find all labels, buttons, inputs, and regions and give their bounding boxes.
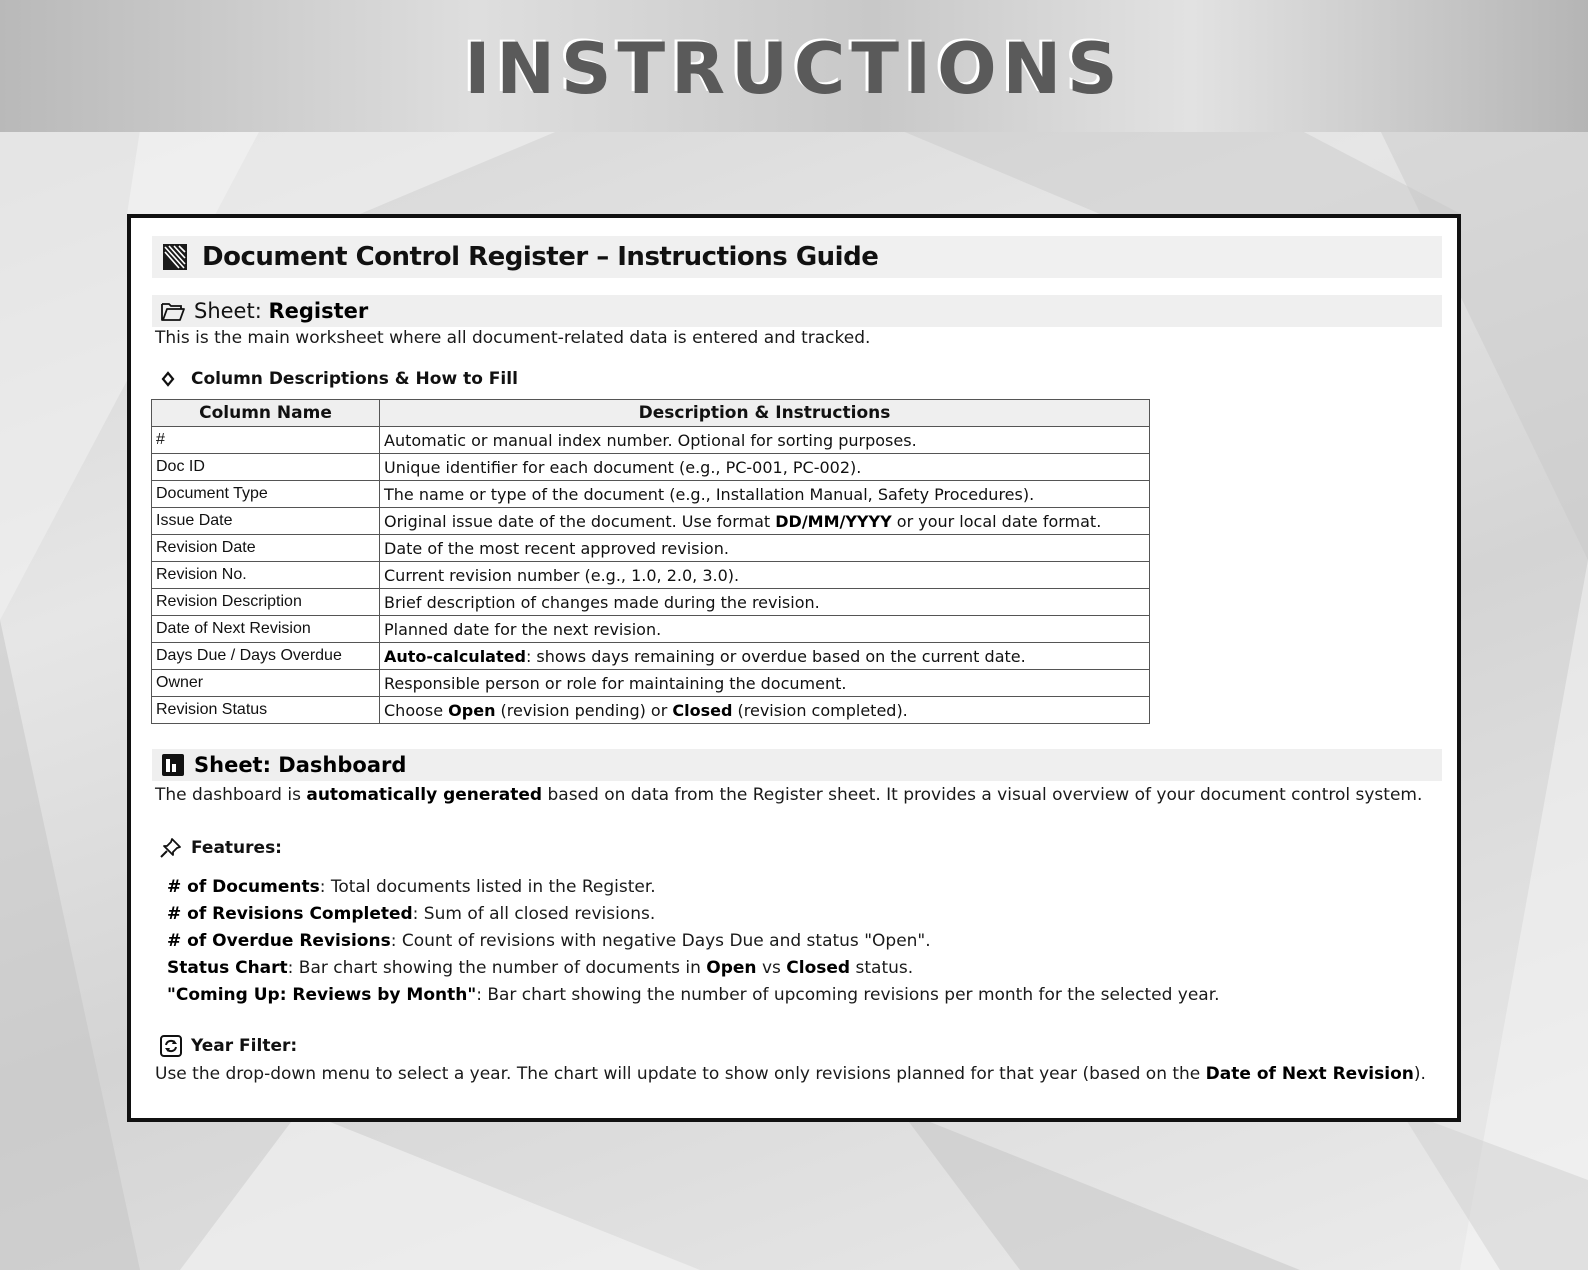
text-run: : Sum of all closed revisions. xyxy=(412,904,656,924)
table-row xyxy=(152,670,1150,697)
column-name-cell: Date of Next Revision xyxy=(152,616,380,643)
text-run: Current revision number (e.g., 1.0, 2.0, 3.0). xyxy=(384,565,740,585)
column-name-cell: Document Type xyxy=(152,481,380,508)
table-row xyxy=(152,643,1150,670)
dashboard-section-header xyxy=(152,749,1442,781)
column-name-cell: Issue Date xyxy=(152,508,380,535)
bold-text: # of Revisions Completed xyxy=(167,904,413,924)
text-run: Use the drop-down menu to select a year. The chart will update to show only revisions planned for that year (based on the xyxy=(155,1064,1206,1084)
description-cell xyxy=(380,427,1150,454)
text-run: Responsible person or role for maintaining the document. xyxy=(384,673,847,693)
header-banner xyxy=(0,0,1588,132)
description-cell xyxy=(380,508,1150,535)
features-label: Features: xyxy=(191,838,282,858)
description-cell xyxy=(380,481,1150,508)
year-filter-text xyxy=(155,1064,1426,1084)
banner-title: INSTRUCTIONS xyxy=(464,28,1124,110)
bold-text: automatically generated xyxy=(306,785,543,805)
column-name-header: Column Name xyxy=(152,400,380,427)
text-run: (revision pending) or xyxy=(495,700,673,720)
column-name-cell: Owner xyxy=(152,670,380,697)
column-name-cell: Revision Status xyxy=(152,697,380,724)
text-run: Brief description of changes made during the revision. xyxy=(384,592,820,612)
refresh-icon xyxy=(159,1035,183,1057)
bold-text: # of Documents xyxy=(167,877,320,897)
text-run: The name or type of the document (e.g., Installation Manual, Safety Procedures). xyxy=(384,484,1035,504)
description-cell xyxy=(380,535,1150,562)
text-run: Planned date for the next revision. xyxy=(384,619,662,639)
table-row xyxy=(152,508,1150,535)
description-cell xyxy=(380,670,1150,697)
bold-text: Open xyxy=(706,958,757,978)
bold-text: DD/MM/YYYY xyxy=(775,511,892,531)
column-descriptions-heading xyxy=(159,368,518,390)
list-item xyxy=(167,874,1220,901)
text-run: status. xyxy=(850,958,914,978)
bold-text: "Coming Up: Reviews by Month" xyxy=(167,985,477,1005)
text-run: : shows days remaining or overdue based on the current date. xyxy=(525,646,1026,666)
memo-icon xyxy=(162,243,188,271)
description-header: Description & Instructions xyxy=(380,400,1150,427)
table-row xyxy=(152,562,1150,589)
bold-text: Closed xyxy=(786,958,851,978)
column-name-cell: Doc ID xyxy=(152,454,380,481)
table-row xyxy=(152,535,1150,562)
list-item xyxy=(167,901,1220,928)
text-run: : Bar chart showing the number of upcoming revisions per month for the selected year. xyxy=(476,985,1220,1005)
features-list xyxy=(167,874,1220,1009)
column-name-cell: Revision Date xyxy=(152,535,380,562)
text-run: Unique identifier for each document (e.g., PC-001, PC-002). xyxy=(384,457,862,477)
features-heading xyxy=(159,837,282,859)
text-run: or your local date format. xyxy=(891,511,1102,531)
text-run: (revision completed). xyxy=(732,700,908,720)
table-row xyxy=(152,481,1150,508)
bold-text: Date of Next Revision xyxy=(1205,1064,1414,1084)
column-name-cell: Revision No. xyxy=(152,562,380,589)
column-name-cell: Revision Description xyxy=(152,589,380,616)
text-run: : Total documents listed in the Register. xyxy=(319,877,656,897)
description-cell xyxy=(380,616,1150,643)
list-item xyxy=(167,928,1220,955)
text-run: vs xyxy=(756,958,787,978)
bold-text: # of Overdue Revisions xyxy=(167,931,391,951)
table-row xyxy=(152,454,1150,481)
table-row xyxy=(152,616,1150,643)
register-section-prefix: Sheet: xyxy=(194,299,269,323)
text-run: The dashboard is xyxy=(155,785,307,805)
description-cell xyxy=(380,643,1150,670)
text-run: Original issue date of the document. Use format xyxy=(384,511,776,531)
text-run: Automatic or manual index number. Optional for sorting purposes. xyxy=(384,430,917,450)
diamond-bullet-icon xyxy=(159,368,183,390)
bar-chart-icon xyxy=(160,753,186,777)
column-descriptions-table xyxy=(151,399,1150,724)
description-cell xyxy=(380,454,1150,481)
table-row xyxy=(152,427,1150,454)
bold-text: Status Chart xyxy=(167,958,288,978)
column-descriptions-label: Column Descriptions & How to Fill xyxy=(191,369,518,389)
description-cell xyxy=(380,562,1150,589)
bold-text: Closed xyxy=(672,700,733,720)
table-row xyxy=(152,697,1150,724)
text-run: : Bar chart showing the number of documents in xyxy=(287,958,707,978)
page-title: Document Control Register – Instructions Guide xyxy=(202,242,879,272)
list-item xyxy=(167,982,1220,1009)
register-section-header xyxy=(152,295,1442,327)
dashboard-intro xyxy=(155,785,1422,805)
year-filter-label: Year Filter: xyxy=(191,1036,298,1056)
text-run: Date of the most recent approved revision. xyxy=(384,538,729,558)
column-name-cell: # xyxy=(152,427,380,454)
pushpin-icon xyxy=(159,837,183,859)
register-section-name: Register xyxy=(268,299,369,323)
dashboard-section-heading: Sheet: Dashboard xyxy=(194,753,407,777)
text-run: ). xyxy=(1413,1064,1426,1084)
table-row xyxy=(152,589,1150,616)
bold-text: Auto-calculated xyxy=(384,646,526,666)
text-run: Choose xyxy=(384,700,449,720)
instructions-document xyxy=(127,214,1461,1122)
table-header-row xyxy=(152,400,1150,427)
bold-text: Open xyxy=(448,700,496,720)
description-cell xyxy=(380,697,1150,724)
open-folder-icon xyxy=(160,299,186,323)
description-cell xyxy=(380,589,1150,616)
register-intro: This is the main worksheet where all document-related data is entered and tracked. xyxy=(155,328,871,348)
year-filter-heading xyxy=(159,1035,297,1057)
guide-title-bar xyxy=(152,236,1442,278)
text-run: : Count of revisions with negative Days Due and status "Open". xyxy=(390,931,931,951)
list-item xyxy=(167,955,1220,982)
text-run: based on data from the Register sheet. It provides a visual overview of your document control system. xyxy=(542,785,1423,805)
column-name-cell: Days Due / Days Overdue xyxy=(152,643,380,670)
